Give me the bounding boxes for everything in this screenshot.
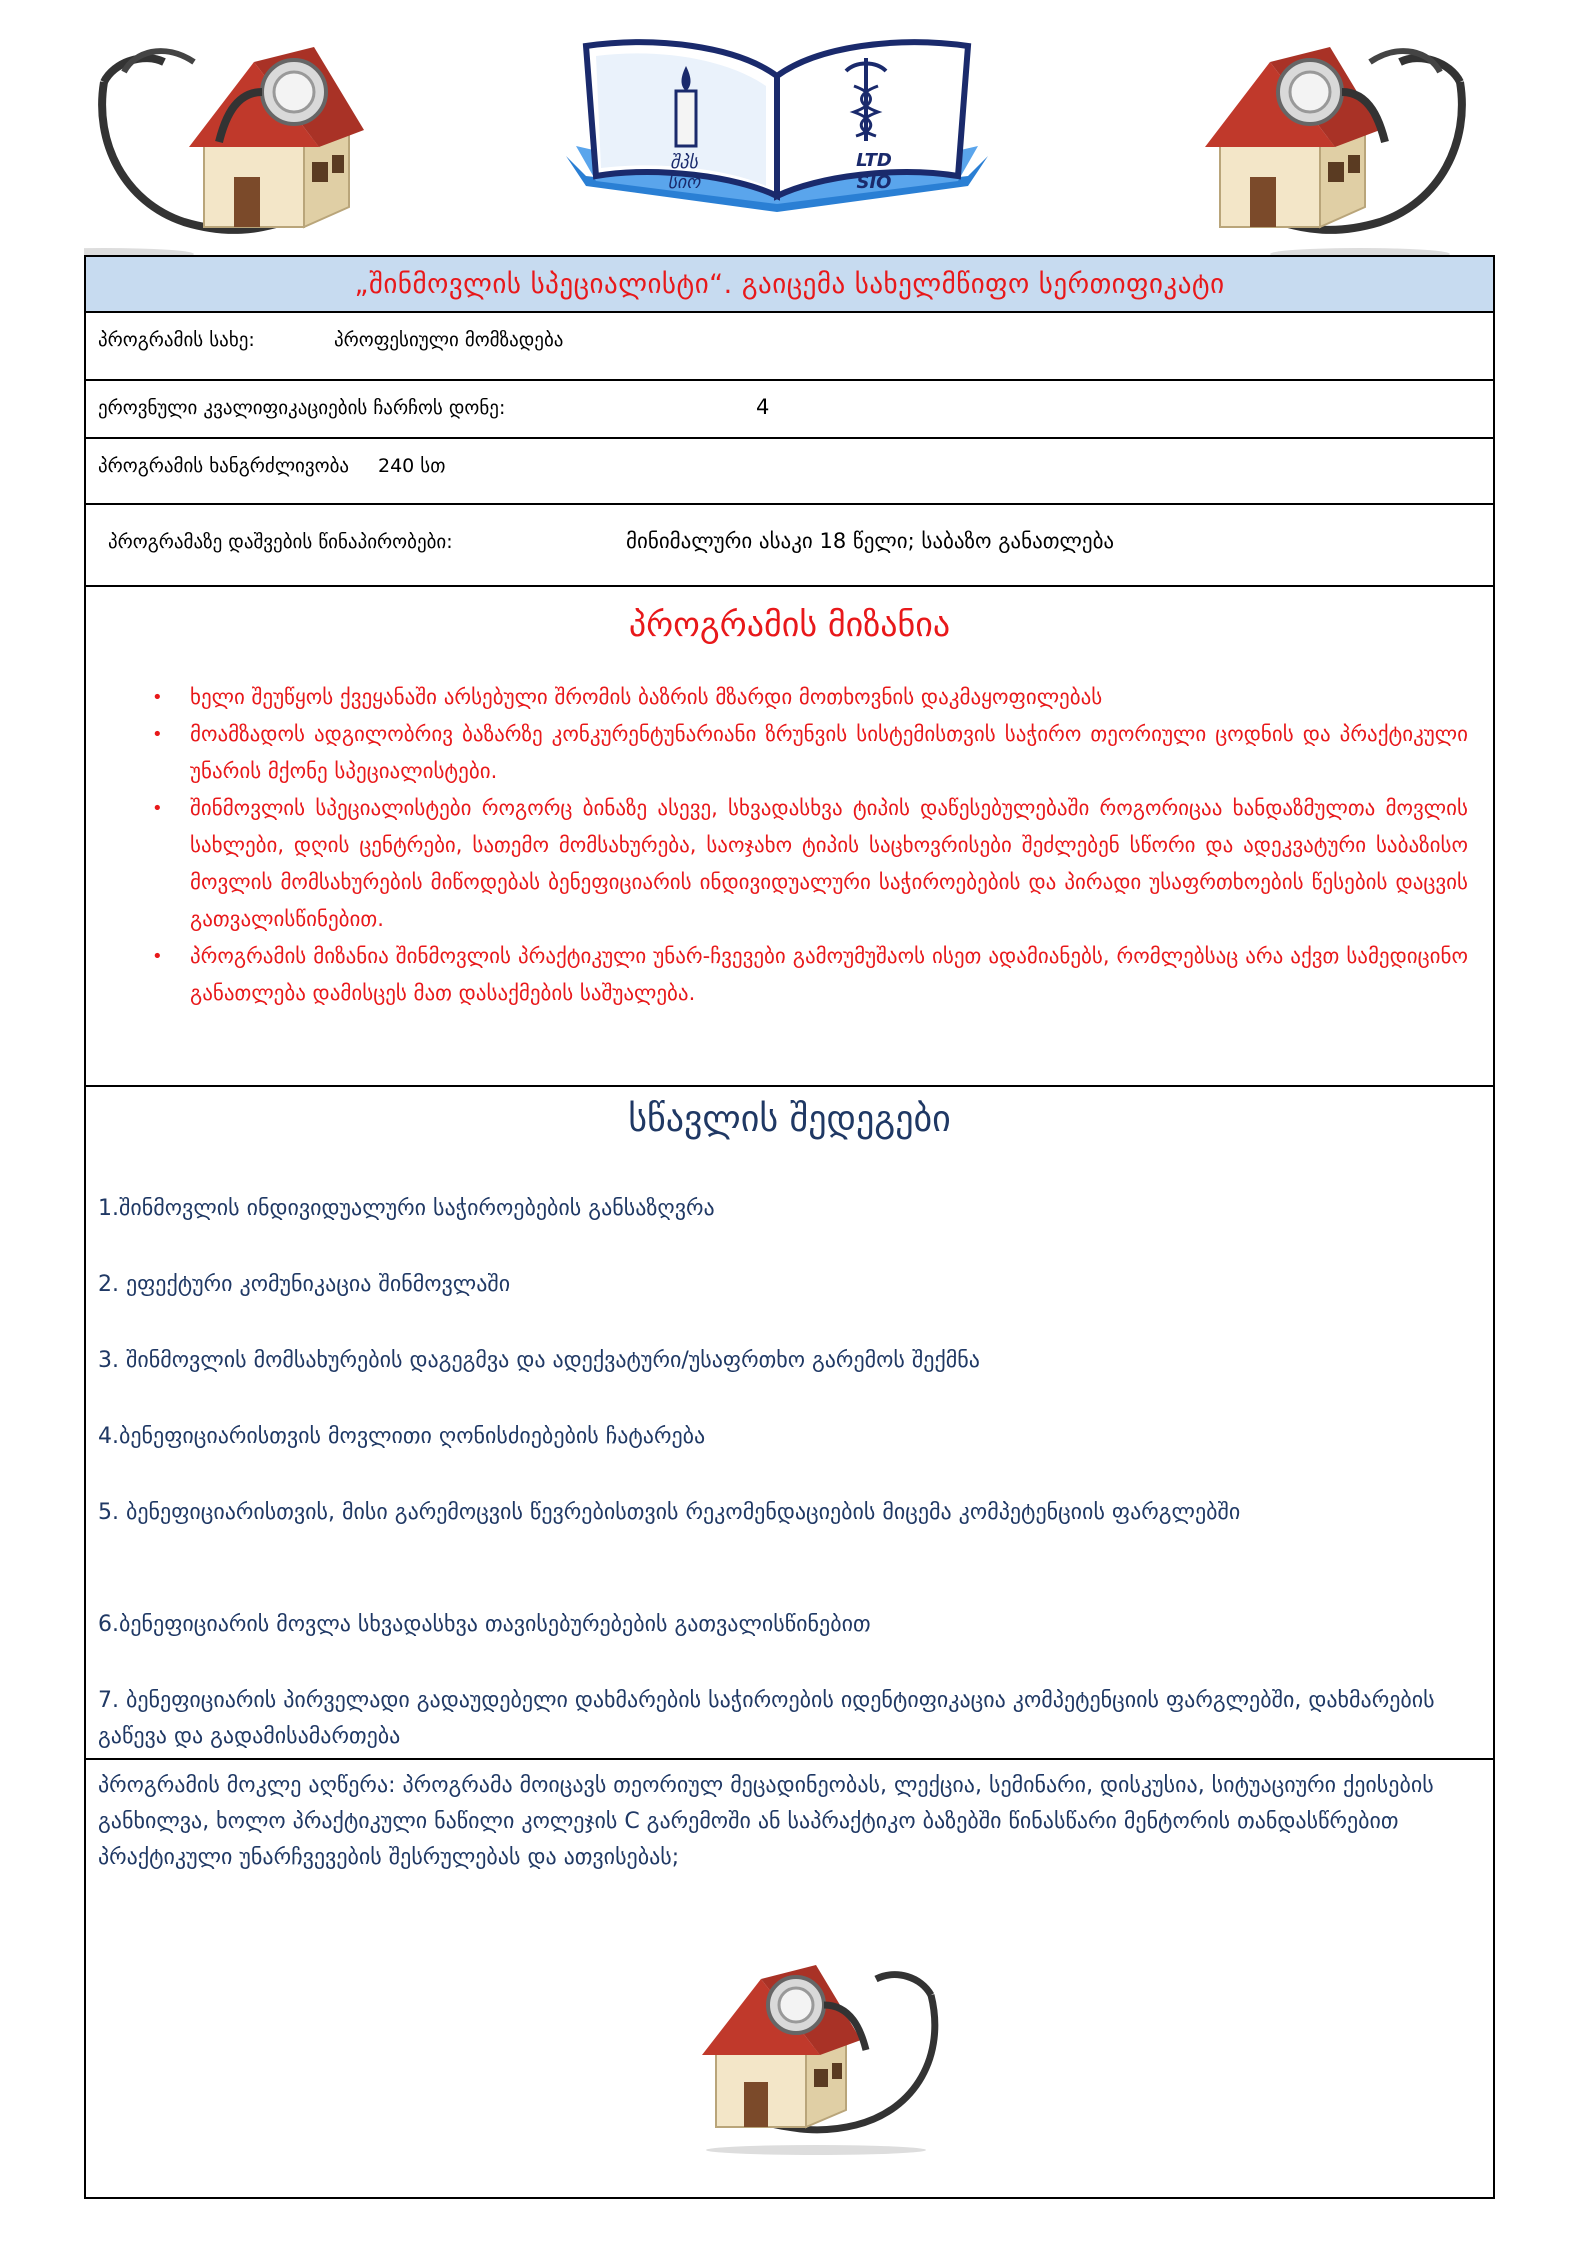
bullet-icon: • (152, 946, 163, 967)
duration-row (86, 439, 1493, 505)
program-goal-list (150, 679, 1468, 1012)
learning-outcome-item: 7. ბენეფიციარის პირველადი გადაუდებელი დახმარების საჭიროების იდენტიფიკაცია კომპეტენციის ფარგლებში, დახმარების გაწევა და გადამისამართება (98, 1688, 1435, 1749)
program-goal-section (86, 587, 1493, 1087)
learning-outcomes-section (86, 1087, 1493, 1760)
goal-item-text: ხელი შეუწყოს ქვეყანაში არსებული შრომის ბაზრის მზარდი მოთხოვნის დაკმაყოფილებას (190, 685, 1103, 709)
house-stethoscope-icon-left (84, 22, 404, 258)
goal-item-text: პროგრამის მიზანია შინმოვლის პრაქტიკული უნარ-ჩვევები გამოუმუშაოს ისეთ ადამიანებს, რომლებსაც არა აქვთ სამედიცინო განათლება დამისცეს მათ დასაქმების საშუალება. (190, 944, 1468, 1005)
bullet-icon: • (152, 724, 163, 745)
learning-outcome-item: 5. ბენეფიციარისთვის, მისი გარემოცვის წევრებისთვის რეკომენდაციების მიცემა კომპეტენციის ფარგლებში (98, 1500, 1241, 1525)
duration-label: პროგრამის ხანგრძლივობა (98, 455, 350, 477)
goal-list-item (150, 679, 1468, 716)
goal-list-item (150, 938, 1468, 1012)
bullet-icon: • (152, 798, 163, 819)
program-info-table (84, 255, 1495, 2199)
qualification-level-label: ეროვნული კვალიფიკაციების ჩარჩოს დონე: (98, 397, 506, 419)
bullet-icon: • (152, 687, 163, 708)
svg-text:SIO: SIO (856, 172, 892, 193)
prerequisites-row (86, 505, 1493, 587)
program-summary-section (86, 1760, 1493, 2201)
program-name-value: პროფესიული მომზადება (334, 329, 564, 351)
page-title: „შინმოვლის სპეციალისტი“. გაიცემა სახელმწიფო სერთიფიკატი (354, 268, 1225, 300)
svg-text:LTD: LTD (856, 150, 892, 171)
goal-item-text: შინმოვლის სპეციალისტები როგორც ბინაზე ასევე, სხვადასხვა ტიპის დაწესებულებაში როგორიცაა ხანდაზმულთა მოვლის სახლები, დღის ცენტრები, სათემო მომსახურება, საოჯახო ტიპის საცხოვრისები შეძლებენ სწორი და ადეკვატური საბაზისო მოვლის მომსახურების მიწოდებას ბენეფიციარის ინდივიდუალური საჭიროებების და პირადი უსაფრთხოების წესების დაცვის გათვალისწინებით. (190, 796, 1468, 931)
house-stethoscope-icon-right (1160, 22, 1480, 258)
qualification-level-row (86, 381, 1493, 439)
learning-outcome-item: 2. ეფექტური კომუნიკაცია შინმოვლაში (98, 1272, 511, 1297)
svg-text:შპს: შპს (670, 152, 698, 173)
learning-outcomes-heading: სწავლის შედეგები (628, 1099, 951, 1140)
goal-item-text: მოამზადოს ადგილობრივ ბაზარზე კონკურენტუნარიანი ზრუნვის სისტემისთვის საჭირო თეორიული ცოდნის და პრაქტიკული უნარის მქონე სპეციალისტები. (190, 722, 1468, 783)
title-row (86, 257, 1493, 313)
program-goal-heading: პროგრამის მიზანია (628, 605, 951, 645)
program-summary-text: პროგრამის მოკლე აღწერა: პროგრამა მოიცავს თეორიულ მეცადინეობას, ლექცია, სემინარი, დისკუსია, სიტუაციური ქეისების განხილვა, ხოლო პრაქტიკული ნაწილი კოლეჯის C გარემოში ან საპრაქტიკო ბაზებში წინასწარი მენტორის თანდასწრებით პრაქტიკული უნარჩვევების შესრულებას და ათვისებას; (98, 1773, 1434, 1870)
learning-outcome-item: 1.შინმოვლის ინდივიდუალური საჭიროებების განსაზღვრა (98, 1196, 715, 1221)
program-name-label: პროგრამის სახე: (98, 329, 255, 351)
learning-outcome-item: 6.ბენეფიციარის მოვლა სხვადასხვა თავისებურებების გათვალისწინებით (98, 1612, 871, 1637)
duration-value: 240 სთ (378, 455, 446, 477)
learning-outcome-item: 3. შინმოვლის მომსახურების დაგეგმვა და ადექვატური/უსაფრთხო გარემოს შექმნა (98, 1348, 980, 1373)
prerequisites-label: პროგრამაზე დაშვების წინაპირობები: (108, 531, 453, 553)
company-logo (556, 36, 998, 226)
svg-text:სიო: სიო (667, 172, 701, 193)
qualification-level-value: 4 (756, 395, 770, 419)
learning-outcome-item: 4.ბენეფიციარისთვის მოვლითი ღონისძიებების ჩატარება (98, 1424, 706, 1449)
house-stethoscope-icon-bottom (666, 1945, 951, 2155)
goal-list-item (150, 716, 1468, 790)
page-header (0, 0, 1584, 252)
prerequisites-value: მინიმალური ასაკი 18 წელი; საბაზო განათლება (626, 529, 1115, 553)
program-name-row (86, 313, 1493, 381)
goal-list-item (150, 790, 1468, 938)
